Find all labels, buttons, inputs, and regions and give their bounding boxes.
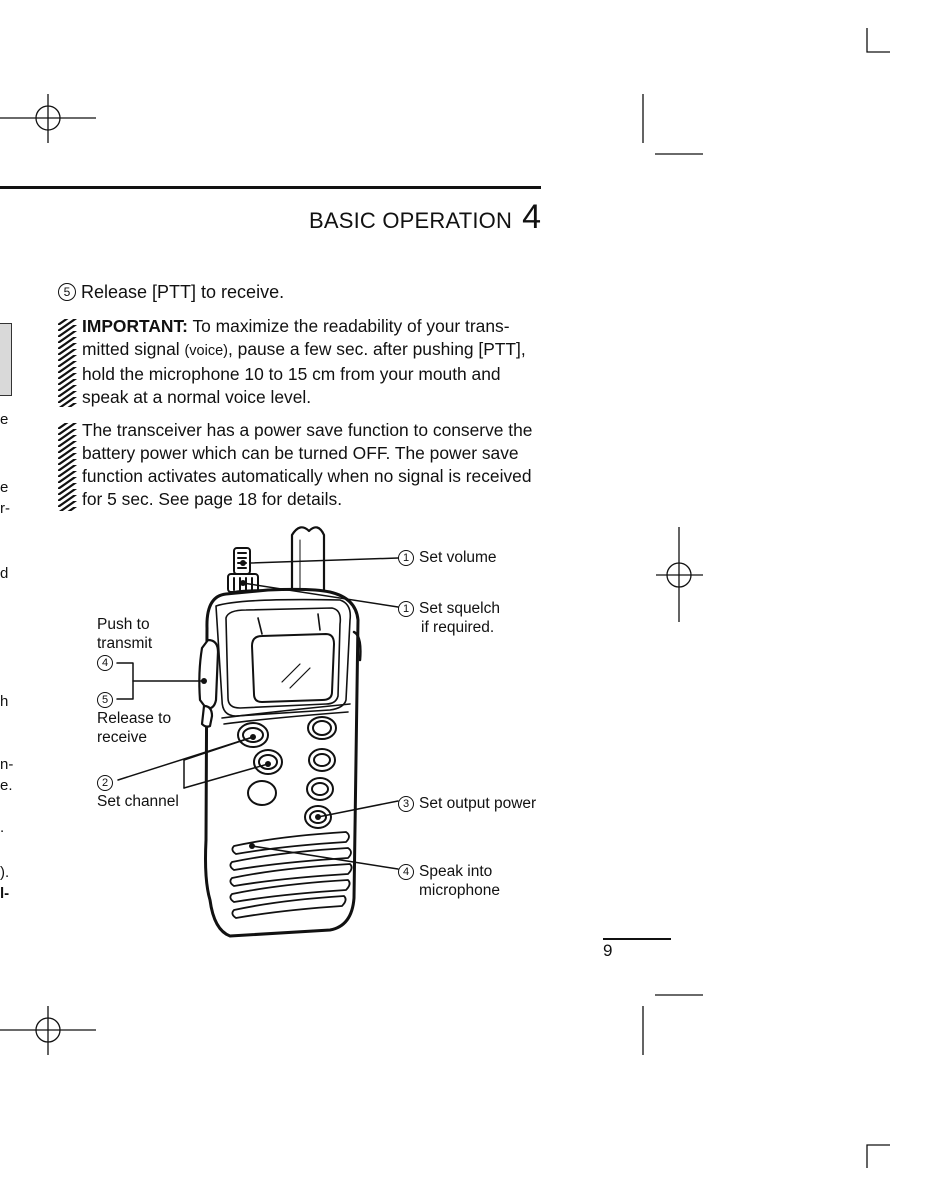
important-line-2c: , pause a few sec. after pushing [PTT], [227,339,526,359]
edge-fragment: ). [0,864,10,881]
important-line-2b: (voice) [184,343,228,359]
important-line-2a: mitted signal [82,339,185,359]
label-text-2: if required. [421,619,495,636]
label-number: 4 [97,655,113,671]
label-text-2: microphone [419,882,500,899]
label-set-squelch [398,599,500,637]
label-set-volume [398,548,497,567]
label-text: Speak into [419,863,493,880]
label-number: 2 [97,775,113,791]
label-release-to-receive [97,690,171,747]
edge-fragment: e. [0,777,13,794]
page-number: 9 [603,941,613,960]
label-number: 1 [398,550,414,566]
power-save-line-4: for 5 sec. See page 18 for details. [82,489,343,509]
edge-fragment: . [0,819,5,836]
important-label: IMPORTANT: [82,316,188,336]
edge-fragment: e [0,411,9,428]
label-text-2: transmit [97,635,153,652]
label-number: 1 [398,601,414,617]
label-speak-into-microphone [398,862,500,900]
edge-fragment: n- [0,756,14,773]
label-text: Set squelch [419,600,500,617]
label-text-2: receive [97,729,147,746]
edge-fragment: h [0,693,9,710]
edge-fragment: l- [0,885,10,902]
edge-fragment: e [0,479,9,496]
label-number: 4 [398,864,414,880]
edge-fragment: r- [0,500,10,517]
important-line-4: speak at a normal voice level. [82,387,312,407]
label-set-channel [97,773,179,811]
step-number: 5 [58,283,76,301]
label-set-output-power [398,794,536,813]
power-save-line-3: function activates automatically when no signal is received [82,466,532,486]
power-save-line-2: battery power which can be turned OFF. The power save [82,443,519,463]
important-line-1: To maximize the readability of your trans- [187,316,510,336]
label-text: Set volume [419,549,497,566]
important-line-3: hold the microphone 10 to 15 cm from your mouth and [82,364,501,384]
page-number-rule [603,938,671,940]
chapter-title: BASIC OPERATION [309,208,513,233]
label-number: 3 [398,796,414,812]
power-save-line-1: The transceiver has a power save function to conserve the [82,420,533,440]
edge-fragment: d [0,565,9,582]
chapter-number: 4 [522,198,541,236]
step-text: Release [PTT] to receive. [81,282,285,302]
label-text: Set output power [419,795,537,812]
label-push-to-transmit [97,615,152,672]
lcd-display-icon [252,634,334,702]
label-text: Push to [97,616,150,633]
label-text: Set channel [97,793,179,810]
label-text: Release to [97,710,172,727]
antenna-icon [292,527,324,592]
label-number: 5 [97,692,113,708]
